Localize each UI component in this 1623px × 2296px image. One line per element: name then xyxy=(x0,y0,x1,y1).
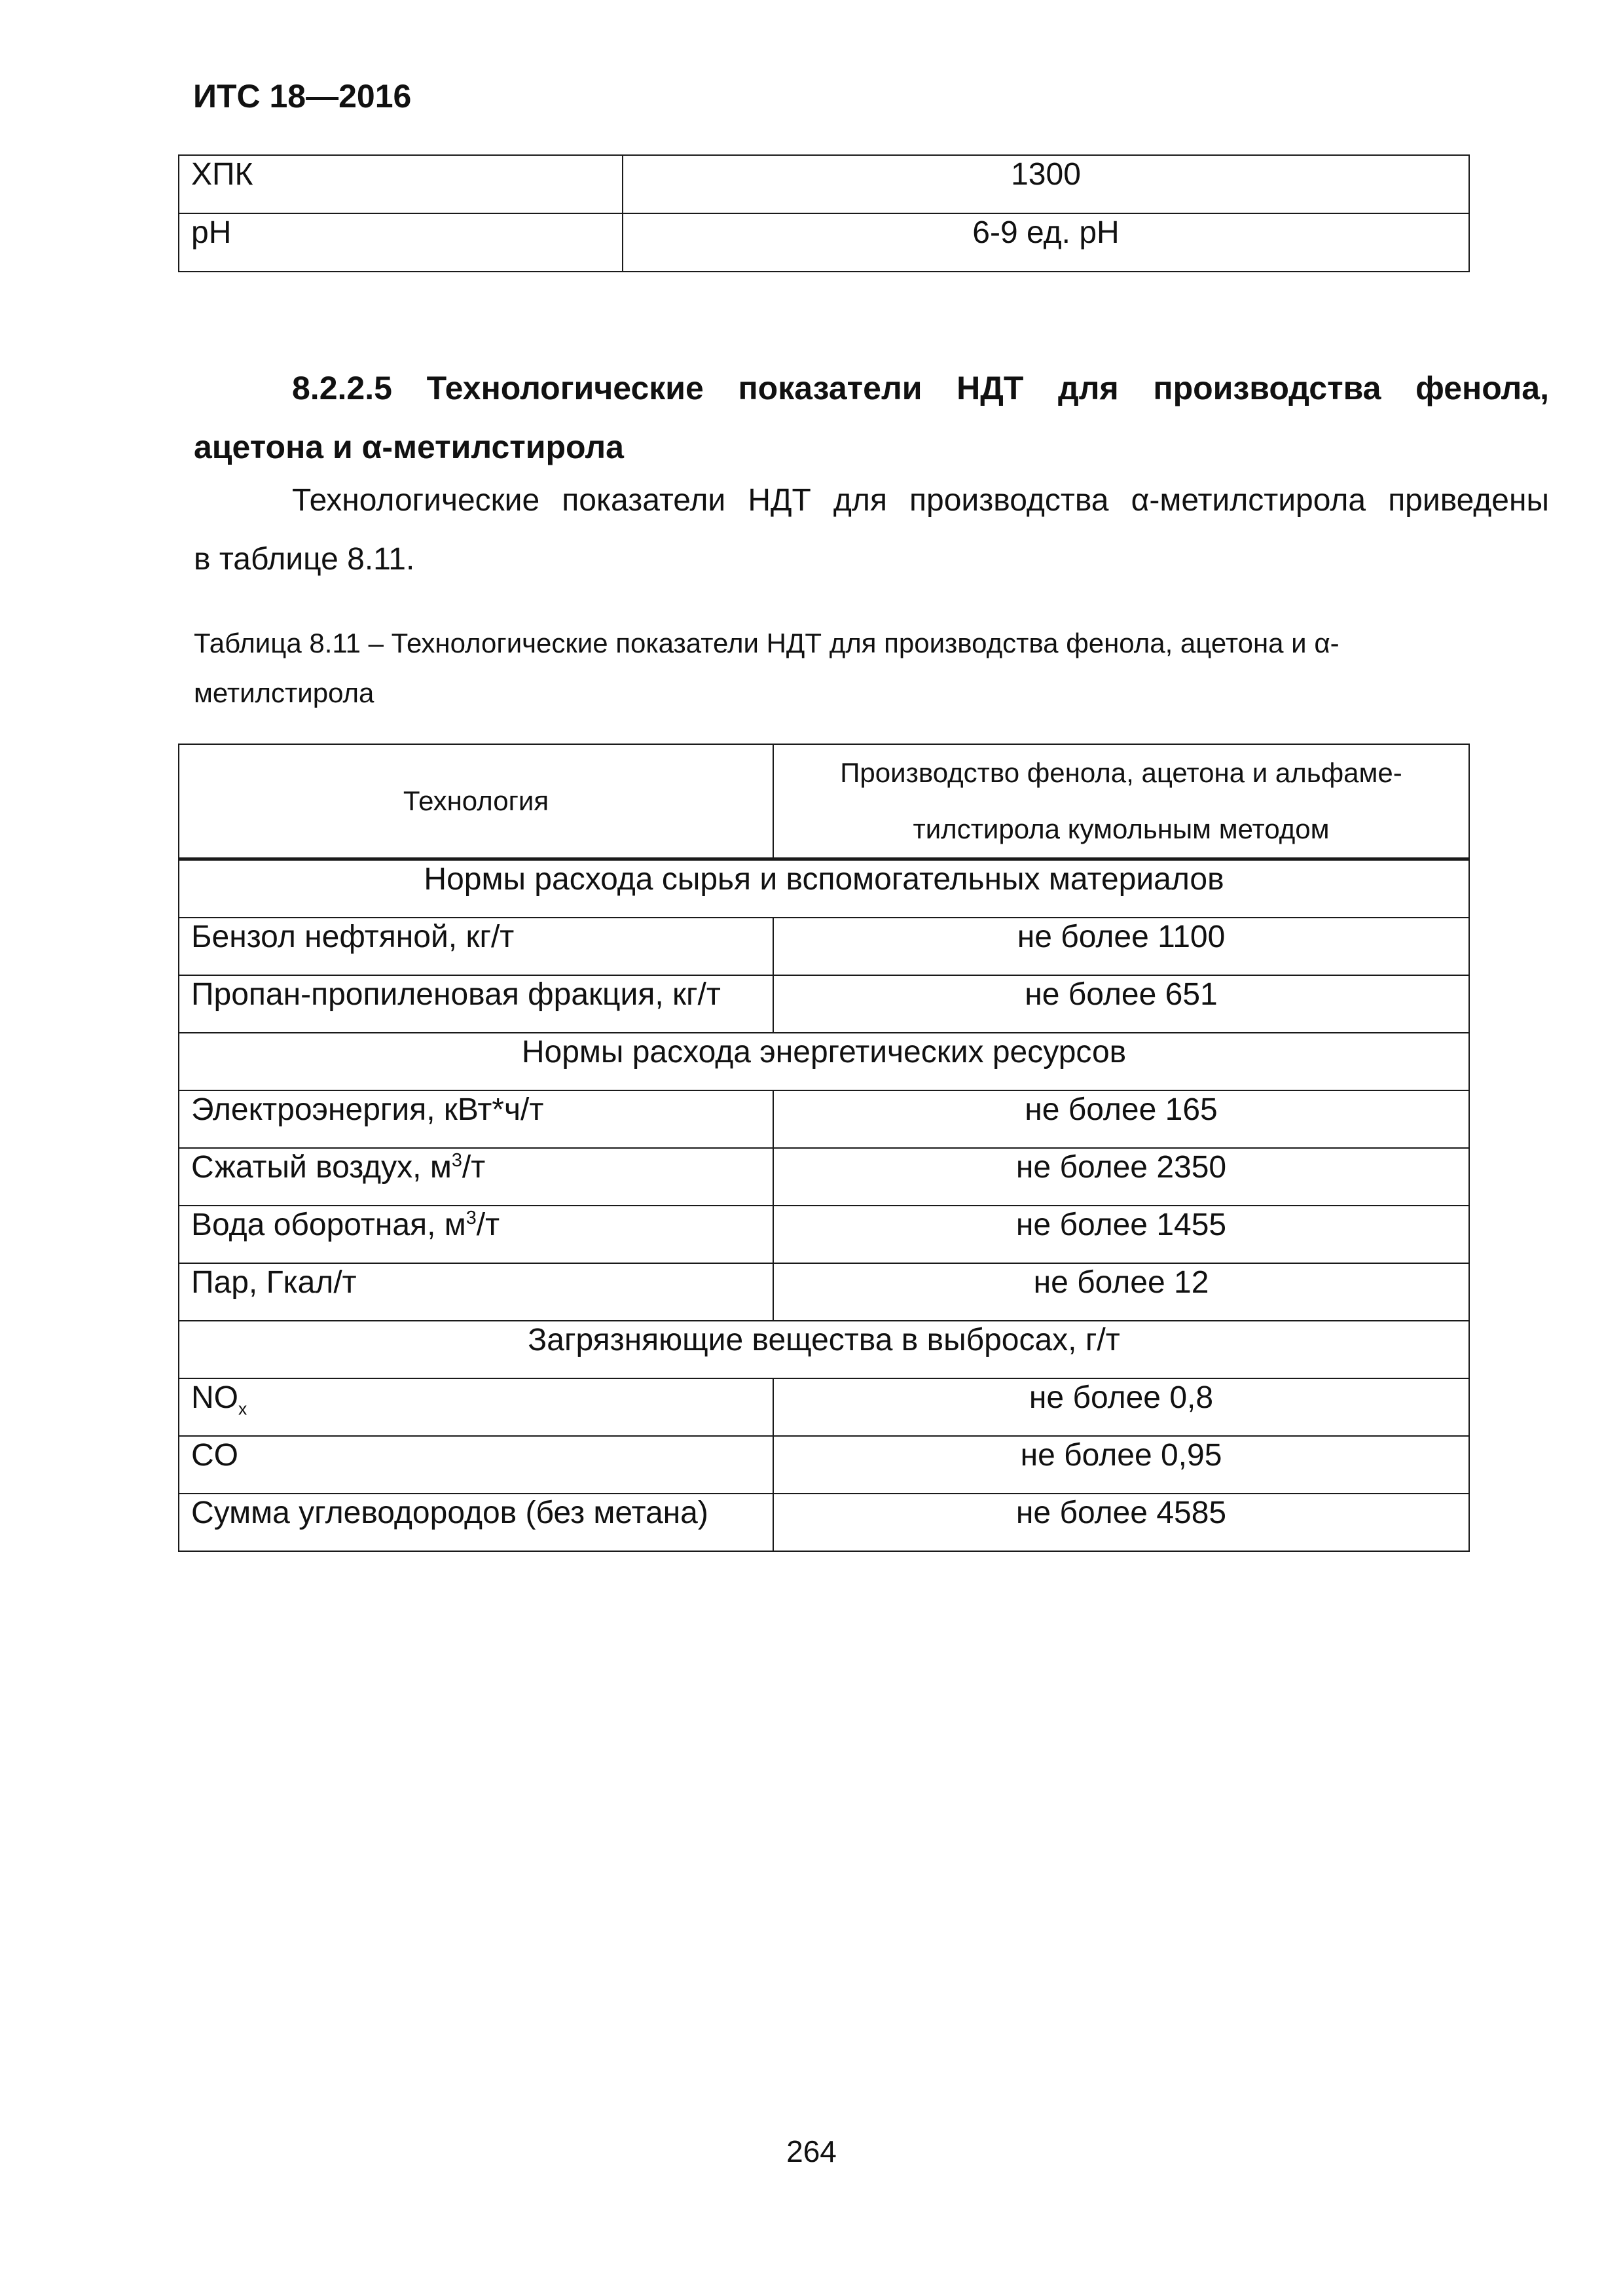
value-cell: не более 12 xyxy=(773,1263,1469,1321)
table-section-row xyxy=(179,1033,1469,1090)
paragraph-line: в таблице 8.11. xyxy=(194,542,415,577)
value-cell: 6-9 ед. pH xyxy=(623,213,1469,272)
value-cell: не более 4585 xyxy=(773,1494,1469,1551)
page-number: 264 xyxy=(786,2134,837,2168)
section-title: Нормы расхода сырья и вспомогательных материалов xyxy=(179,859,1469,918)
param-cell: Сумма углеводородов (без метана) xyxy=(179,1494,773,1551)
continued-table xyxy=(178,154,1470,272)
header-line: тилстирола кумольным методом xyxy=(913,814,1330,844)
param-cell: Пар, Гкал/т xyxy=(179,1263,773,1321)
value-cell: 1300 xyxy=(623,155,1469,213)
value-cell: не более 0,8 xyxy=(773,1378,1469,1436)
value-cell: не более 0,95 xyxy=(773,1436,1469,1494)
param-cell: Пропан-пропиленовая фракция, кг/т xyxy=(179,975,773,1033)
header-line: Производство фенола, ацетона и альфаме- xyxy=(840,757,1402,788)
param-cell: CO xyxy=(179,1436,773,1494)
paragraph-line: Технологические показатели НДТ для производства α-метилстирола приведены xyxy=(292,483,1549,518)
section-heading-line: 8.2.2.5 Технологические показатели НДТ для производства фенола, xyxy=(292,370,1549,406)
section-heading-line: ацетона и α-метилстирола xyxy=(194,429,624,465)
table-row xyxy=(179,975,1469,1033)
caption-line: метилстирола xyxy=(194,677,374,708)
table-row xyxy=(179,1436,1469,1494)
table-row xyxy=(179,213,1469,272)
table-row xyxy=(179,1263,1469,1321)
value-cell: не более 1455 xyxy=(773,1206,1469,1263)
param-cell xyxy=(179,1148,773,1206)
table-row xyxy=(179,918,1469,975)
value-cell: не более 2350 xyxy=(773,1148,1469,1206)
section-heading xyxy=(194,359,1549,476)
value-cell: не более 165 xyxy=(773,1090,1469,1148)
table-row xyxy=(179,1206,1469,1263)
param-cell: pH xyxy=(179,213,623,272)
value-cell: не более 651 xyxy=(773,975,1469,1033)
param-unit: /т xyxy=(462,1150,486,1185)
table-section-row xyxy=(179,859,1469,918)
caption-line: Таблица 8.11 – Технологические показатели НДТ для производства фенола, ацетона и α- xyxy=(194,628,1340,658)
indicators-table xyxy=(178,744,1470,1552)
param-unit: /т xyxy=(476,1208,500,1242)
table-row xyxy=(179,1090,1469,1148)
table-row xyxy=(179,1494,1469,1551)
subscript: x xyxy=(238,1399,247,1419)
param-text: Сжатый воздух, м xyxy=(191,1150,452,1185)
body-paragraph xyxy=(194,471,1549,589)
param-text: NO xyxy=(191,1380,238,1415)
param-text: Вода оборотная, м xyxy=(191,1208,466,1242)
superscript: 3 xyxy=(451,1150,462,1171)
table-header-row xyxy=(179,744,1469,859)
param-cell: Электроэнергия, кВт*ч/т xyxy=(179,1090,773,1148)
table-section-row xyxy=(179,1321,1469,1378)
header-technology: Технология xyxy=(179,744,773,859)
section-title: Загрязняющие вещества в выбросах, г/т xyxy=(179,1321,1469,1378)
table-row xyxy=(179,155,1469,213)
header-production xyxy=(773,744,1469,859)
value-cell: не более 1100 xyxy=(773,918,1469,975)
param-cell: Бензол нефтяной, кг/т xyxy=(179,918,773,975)
table-caption xyxy=(194,619,1497,718)
param-cell xyxy=(179,1378,773,1436)
table-row xyxy=(179,1148,1469,1206)
section-title: Нормы расхода энергетических ресурсов xyxy=(179,1033,1469,1090)
param-cell xyxy=(179,1206,773,1263)
table-row xyxy=(179,1378,1469,1436)
document-code: ИТС 18—2016 xyxy=(193,78,412,115)
param-cell: ХПК xyxy=(179,155,623,213)
superscript: 3 xyxy=(465,1208,477,1229)
